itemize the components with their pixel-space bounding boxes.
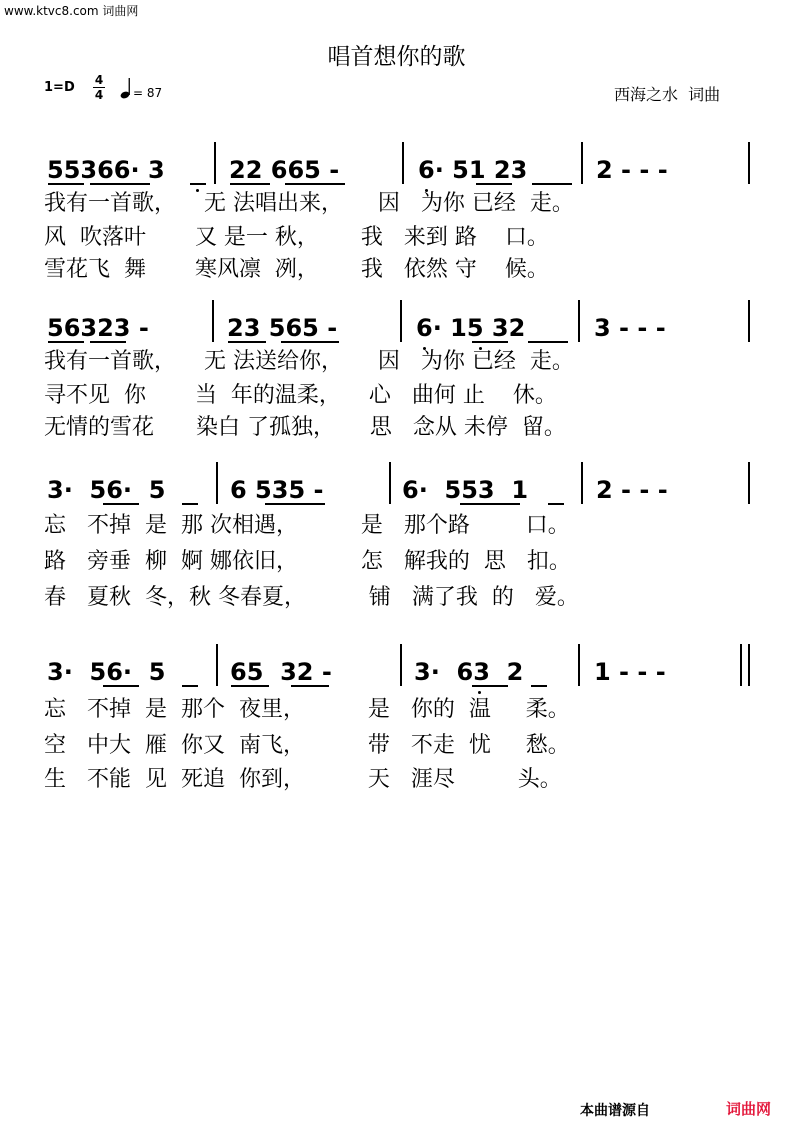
- barline: [216, 462, 218, 504]
- lyric-line-2: 寻不见 你 当 年的温柔， 心 曲何 止 休。: [44, 383, 557, 408]
- barline: [748, 462, 750, 504]
- time-top: 4: [94, 73, 104, 87]
- lyric-line-1: 我有一首歌， 无 法送给你， 因 为你 已经 走。: [44, 349, 574, 374]
- lyric-line-3: 生 不能 见 死追 你到， 天 涯尽 头。: [44, 767, 562, 792]
- double-barline: [740, 644, 742, 686]
- time-bottom: 4: [94, 88, 104, 102]
- lyric-line-1: 忘 不掉 是 那 次相遇， 是 那个路 口。: [44, 513, 570, 538]
- site-url: www.ktvc8.com: [4, 4, 99, 18]
- notes-row: [0, 148, 793, 188]
- barline: [400, 644, 402, 686]
- barline: [216, 644, 218, 686]
- measure-3: 6· 51 23: [418, 156, 528, 184]
- system-3: [0, 468, 793, 610]
- measure-1: 55366· 3: [47, 156, 165, 184]
- measure-1: 56323 -: [47, 314, 149, 342]
- barline: [748, 142, 750, 184]
- barline: [578, 300, 580, 342]
- measure-1: 3· 56· 5: [47, 658, 166, 686]
- measure-3: 3· 63 2: [414, 658, 524, 686]
- double-barline: [748, 644, 750, 686]
- lyric-line-2: 路 旁垂 柳 婀 娜依旧， 怎 解我的 思 扣。: [44, 549, 571, 574]
- barline: [578, 644, 580, 686]
- lyric-line-2: 空 中大 雁 你又 南飞， 带 不走 忧 愁。: [44, 733, 570, 758]
- measure-2: 23 565 -: [227, 314, 338, 342]
- measure-4: 1 - - -: [594, 658, 666, 686]
- credit: 西海之水 词曲: [614, 85, 721, 104]
- lyric-line-2: 风 吹落叶 又 是一 秋， 我 来到 路 口。: [44, 225, 549, 250]
- measure-4: 2 - - -: [596, 156, 668, 184]
- song-title: 唱首想你的歌: [327, 44, 466, 70]
- source-label: 本曲谱源自: [580, 1103, 650, 1119]
- time-signature: [92, 73, 106, 102]
- measure-1: 3· 56· 5: [47, 476, 166, 504]
- measure-4: 2 - - -: [596, 476, 668, 504]
- barline: [581, 462, 583, 504]
- notes-row: [0, 468, 793, 508]
- site-name: 词曲网: [102, 4, 139, 18]
- key-signature: 1=D: [44, 80, 75, 95]
- lyric-line-3: 无情的雪花 染白 了孤独， 思 念从 未停 留。: [44, 415, 566, 440]
- barline: [214, 142, 216, 184]
- barline: [402, 142, 404, 184]
- lyric-line-1: 忘 不掉 是 那个 夜里， 是 你的 温 柔。: [44, 697, 570, 722]
- lyric-line-1: 我有一首歌， 无 法唱出来， 因 为你 已经 走。: [44, 191, 574, 216]
- lyric-line-3: 春 夏秋 冬，秋 冬春夏， 铺 满了我 的 爱。: [44, 585, 579, 610]
- measure-2: 6 535 -: [230, 476, 324, 504]
- barline: [581, 142, 583, 184]
- measure-3: 6· 553 1: [402, 476, 529, 504]
- notes-row: [0, 650, 793, 690]
- system-1: [0, 148, 793, 282]
- lyric-line-3: 雪花飞 舞 寒风凛 冽， 我 依然 守 候。: [44, 257, 549, 282]
- quarter-note-icon: [120, 76, 132, 100]
- notes-row: [0, 306, 793, 346]
- barline: [400, 300, 402, 342]
- site-watermark: [4, 2, 138, 19]
- barline: [389, 462, 391, 504]
- barline: [212, 300, 214, 342]
- measure-2: 22 665 -: [229, 156, 340, 184]
- tempo-marking: = 87: [133, 86, 163, 100]
- measure-3: 6· 15 32: [416, 314, 526, 342]
- measure-2: 65 32 -: [230, 658, 332, 686]
- system-4: [0, 650, 793, 792]
- site-logo[interactable]: 词曲网: [726, 1100, 772, 1118]
- measure-4: 3 - - -: [594, 314, 666, 342]
- barline: [748, 300, 750, 342]
- system-2: [0, 306, 793, 440]
